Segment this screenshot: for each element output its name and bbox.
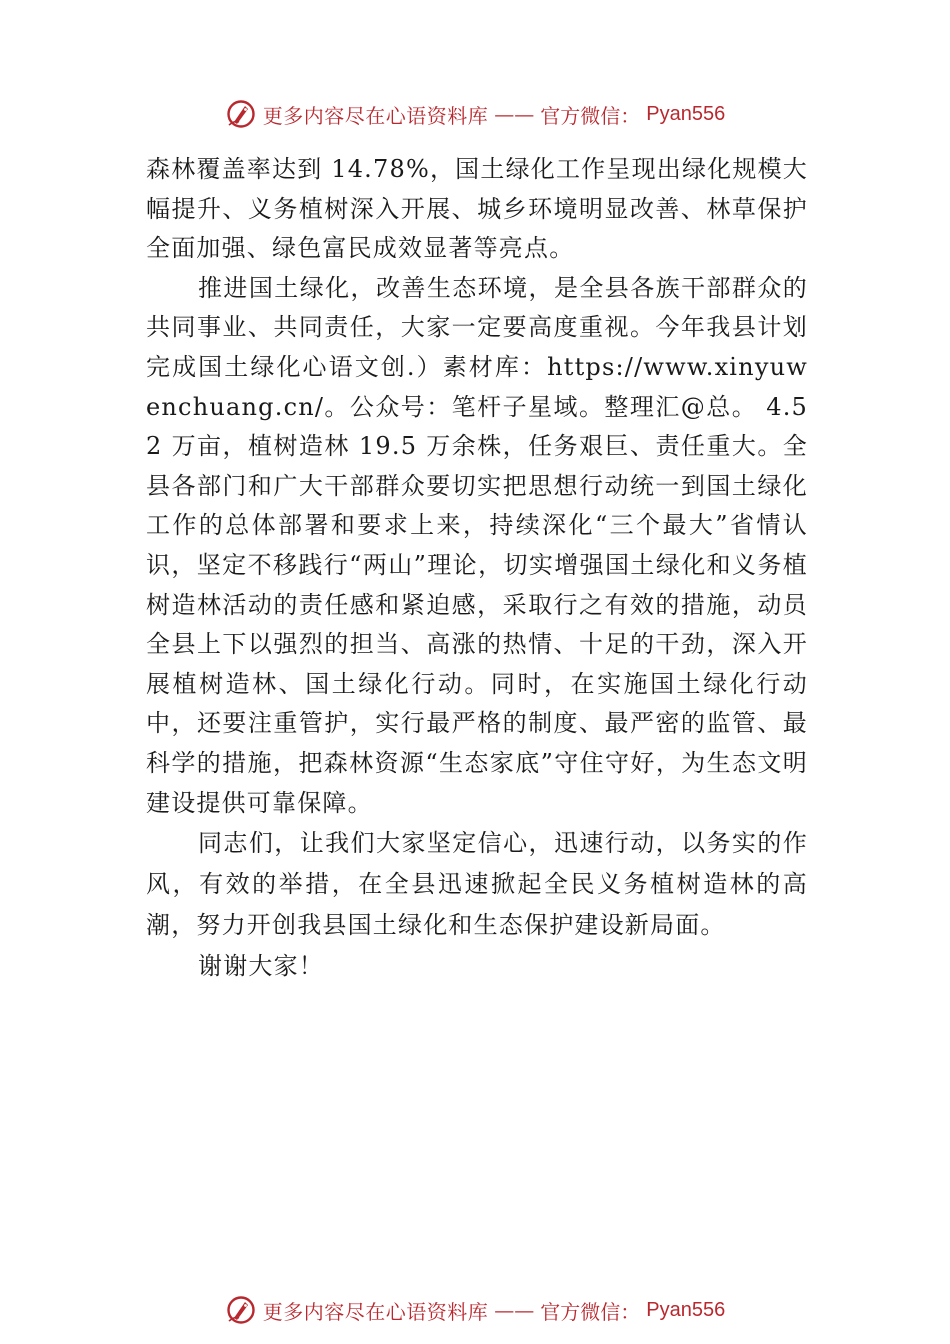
banner-wechat-id: Pyan556 bbox=[646, 1298, 726, 1321]
paragraph-4: 谢谢大家！ bbox=[198, 952, 324, 981]
header-banner bbox=[0, 94, 950, 134]
banner-text: 更多内容尽在心语资料库 bbox=[262, 1299, 489, 1324]
banner-wechat-label: 官方微信： bbox=[540, 1299, 641, 1324]
document-body bbox=[146, 150, 808, 987]
paragraph-3: 同志们，让我们大家坚定信心，迅速行动，以务实的作风，有效的举措，在全县迅速掀起全民义务植树造林的高潮，努力开创我县国土绿化和生态保护建设新局面。 bbox=[146, 829, 808, 940]
paragraph-1: 森林覆盖率达到 14.78%，国土绿化工作呈现出绿化规模大幅提升、义务植树深入开展、城乡环境明显改善、林草保护全面加强、绿色富民成效显著等亮点。 bbox=[146, 155, 808, 263]
banner-wechat-label: 官方微信： bbox=[540, 103, 641, 128]
banner-separator: —— bbox=[494, 1298, 535, 1322]
paragraph-2: 推进国土绿化，改善生态环境，是全县各族干部群众的共同事业、共同责任，大家一定要高度重视。今年我县计划完成国土绿化心语文创.）素材库：https://www.xinyuwenchuang.cn/。公众号：笔杆子星域。整理汇@总。 4.52 万亩，植树造林 19.5 万余株，任务艰巨、责任重大。全县各部门和广大干部群众要切实把思想行动统一到国土绿化工作的总体部署和要求上来，持续深化“三个最大”省情认识，坚定不移践行“两山”理论，切实增强国土绿化和义务植树造林活动的责任感和紧迫感，采取行之有效的措施，动员全县上下以强烈的担当、高涨的热情、十足的干劲，深入开展植树造林、国土绿化行动。同时，在实施国土绿化行动中，还要注重管护，实行最严格的制度、最严密的监管、最科学的措施，把森林资源“生态家底”守住守好，为生态文明建设提供可靠保障。 bbox=[146, 273, 808, 817]
banner-wechat-id: Pyan556 bbox=[646, 102, 726, 125]
banner-separator: —— bbox=[494, 102, 535, 126]
pen-nib-circle-icon bbox=[225, 98, 257, 130]
footer-banner bbox=[0, 1290, 950, 1330]
banner-text: 更多内容尽在心语资料库 bbox=[262, 103, 489, 128]
pen-nib-circle-icon bbox=[225, 1294, 257, 1326]
